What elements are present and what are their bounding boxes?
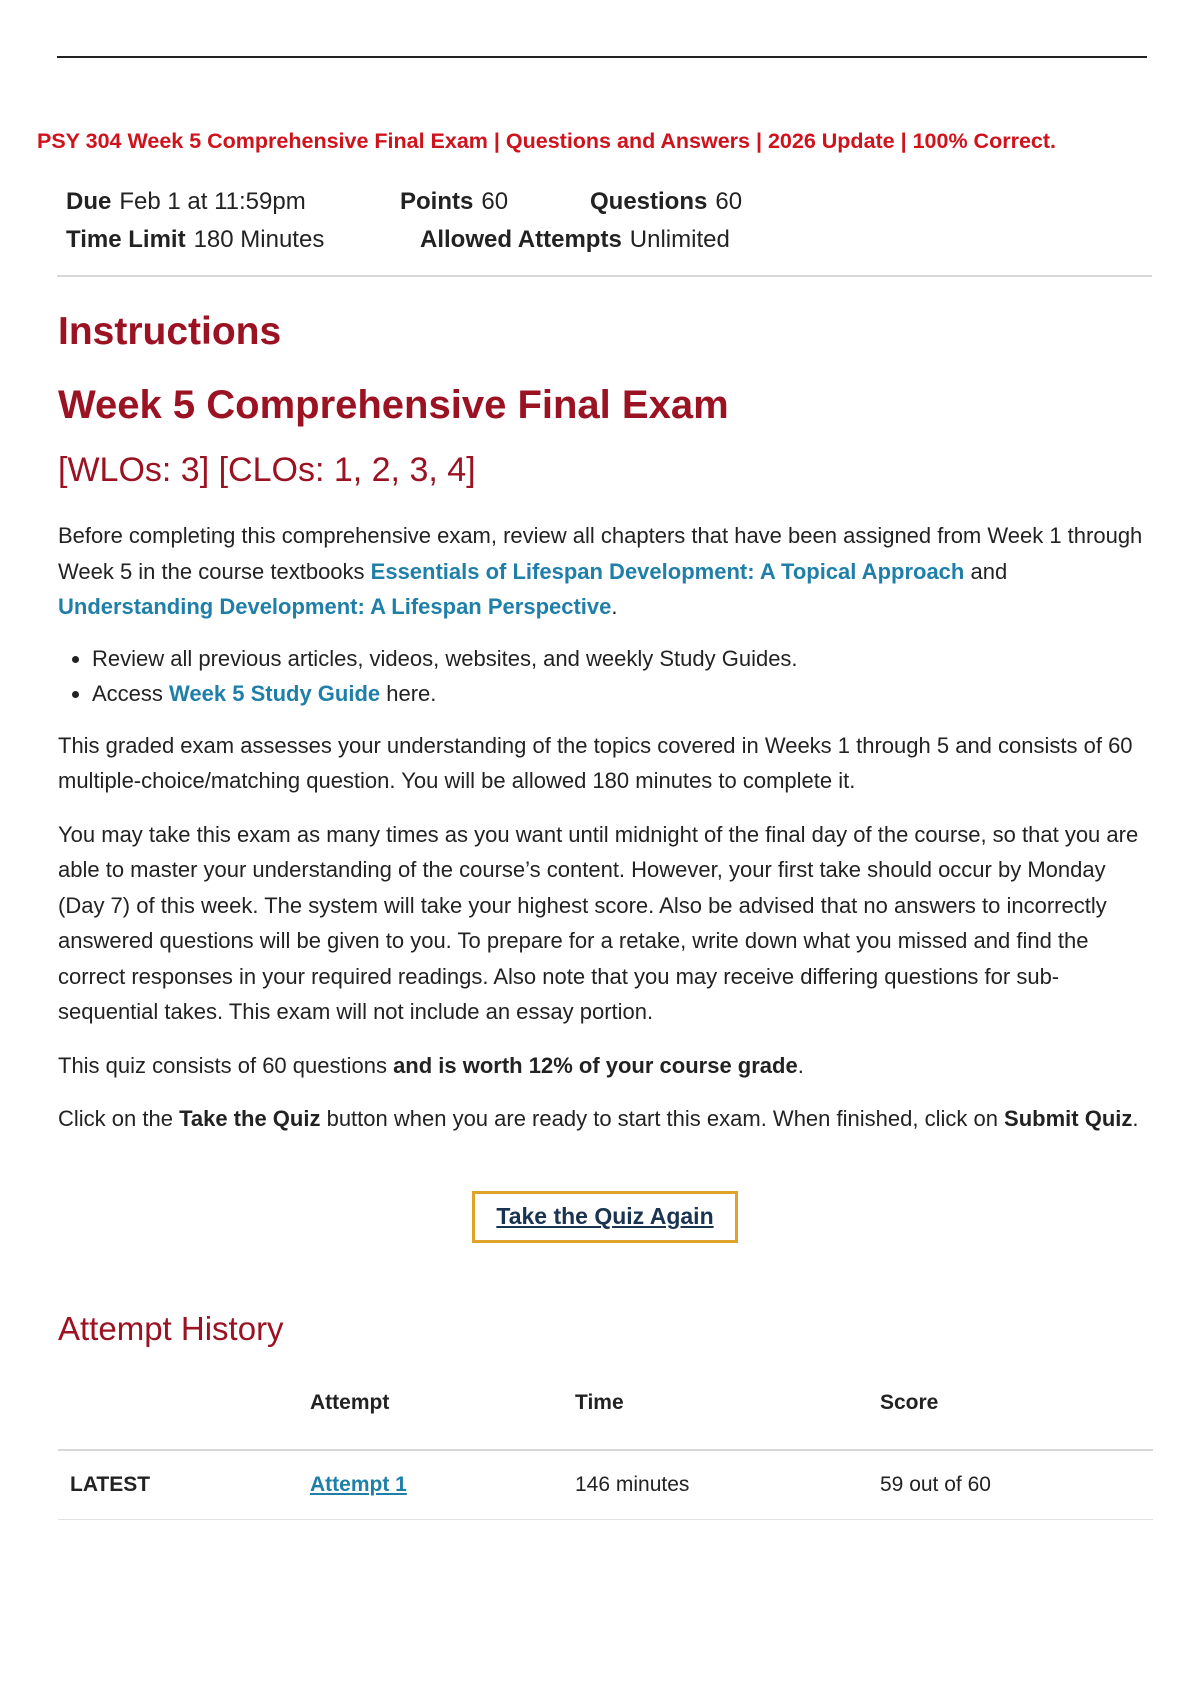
intro-paragraph bbox=[58, 518, 1148, 625]
allowed-attempts-label: Allowed Attempts bbox=[420, 226, 622, 253]
allowed-attempts-item bbox=[420, 226, 730, 254]
click-text-1: Click on the bbox=[58, 1106, 180, 1131]
attempt-time: 146 minutes bbox=[575, 1450, 880, 1520]
start-instructions-paragraph bbox=[58, 1101, 1148, 1137]
intro-text: Before completing this comprehensive exam, review all chapters that have been assigned from Week 1 through Week 5 in the course textbooks bbox=[58, 523, 1143, 584]
column-header-time: Time bbox=[575, 1381, 880, 1450]
intro-and: and bbox=[964, 558, 1008, 584]
take-quiz-again-button[interactable]: Take the Quiz Again bbox=[472, 1191, 738, 1243]
textbook-link-understanding[interactable]: Understanding Development: A Lifespan Perspective bbox=[58, 594, 612, 619]
points-label: Points bbox=[400, 188, 474, 215]
grade-weight-paragraph bbox=[58, 1048, 1148, 1084]
grade-weight-emphasis: and is worth 12% of your course grade bbox=[393, 1052, 798, 1078]
due-value: Feb 1 at 11:59pm bbox=[119, 188, 306, 215]
attempt-history-table bbox=[58, 1381, 1153, 1520]
attempt-history-heading: Attempt History bbox=[58, 1309, 284, 1347]
attempt-1-link[interactable]: Attempt 1 bbox=[310, 1472, 407, 1496]
bullet-study-guide-suffix: here. bbox=[380, 681, 437, 706]
column-header-label bbox=[58, 1381, 310, 1450]
questions-label: Questions bbox=[590, 188, 708, 215]
study-guide-link[interactable]: Week 5 Study Guide bbox=[169, 681, 381, 706]
study-bullet-list bbox=[58, 641, 1148, 712]
submit-quiz-emphasis: Submit Quiz bbox=[1004, 1106, 1133, 1131]
points-value: 60 bbox=[481, 188, 509, 215]
allowed-attempts-value: Unlimited bbox=[629, 226, 730, 253]
instructions-heading: Instructions bbox=[58, 310, 282, 353]
quiz-action-area bbox=[58, 1191, 1148, 1249]
assessment-paragraph: This graded exam assesses your understanding of the topics covered in Weeks 1 through 5 and consists of 60 multiple-choice/matching question. You will be allowed 180 minutes to complete it. bbox=[58, 732, 1133, 793]
click-text-2: button when you are ready to start this exam. When finished, click on bbox=[320, 1106, 1005, 1131]
click-text-end: . bbox=[1132, 1106, 1139, 1131]
latest-label: LATEST bbox=[58, 1450, 310, 1520]
points-item bbox=[400, 188, 508, 216]
attempt-score: 59 out of 60 bbox=[880, 1450, 1153, 1520]
textbook-link-essentials[interactable]: Essentials of Lifespan Development: A Topical Approach bbox=[370, 558, 965, 584]
intro-end: . bbox=[611, 594, 618, 619]
top-divider bbox=[57, 56, 1147, 58]
attempt-history-header-row bbox=[58, 1381, 1153, 1450]
bullet-study-guide-prefix: Access bbox=[92, 681, 170, 706]
time-limit-value: 180 Minutes bbox=[193, 226, 325, 253]
due-item bbox=[66, 188, 306, 216]
due-label: Due bbox=[66, 188, 112, 215]
retake-policy-paragraph: You may take this exam as many times as you want until midnight of the final day of the course, so that you are able to master your understanding of the course’s content. However, your first take should occur by Monday (Day 7) of this week. The system will take your highest score. Also be advised that no answers to incorrectly answered questions will be given to you. To prepare for a retake, write down what you missed and find the correct responses in your required readings. Also note that you may receive differing questions for sub-sequential takes. This exam will not include an essay portion. bbox=[58, 821, 1139, 1024]
questions-value: 60 bbox=[715, 188, 743, 215]
table-row bbox=[58, 1450, 1153, 1520]
meta-divider bbox=[57, 275, 1152, 277]
document-title: PSY 304 Week 5 Comprehensive Final Exam | Questions and Answers | 2026 Update | 100% Correct. bbox=[37, 129, 1057, 153]
grade-weight-text: This quiz consists of 60 questions bbox=[58, 1052, 394, 1078]
time-limit-label: Time Limit bbox=[66, 226, 186, 253]
quiz-content bbox=[58, 306, 1148, 1520]
grade-weight-end: . bbox=[797, 1052, 804, 1078]
learning-outcomes: [WLOs: 3] [CLOs: 1, 2, 3, 4] bbox=[58, 451, 476, 489]
exam-title: Week 5 Comprehensive Final Exam bbox=[58, 383, 729, 427]
column-header-attempt: Attempt bbox=[310, 1381, 575, 1450]
bullet-review-materials: • Review all previous articles, videos, websites, and weekly Study Guides. bbox=[92, 641, 1148, 677]
column-header-score: Score bbox=[880, 1381, 1153, 1450]
take-quiz-emphasis: Take the Quiz bbox=[179, 1106, 321, 1131]
attempt-cell bbox=[310, 1450, 575, 1520]
bullet-study-guide bbox=[92, 676, 1148, 712]
time-limit-item bbox=[66, 226, 324, 254]
questions-item bbox=[590, 188, 742, 216]
